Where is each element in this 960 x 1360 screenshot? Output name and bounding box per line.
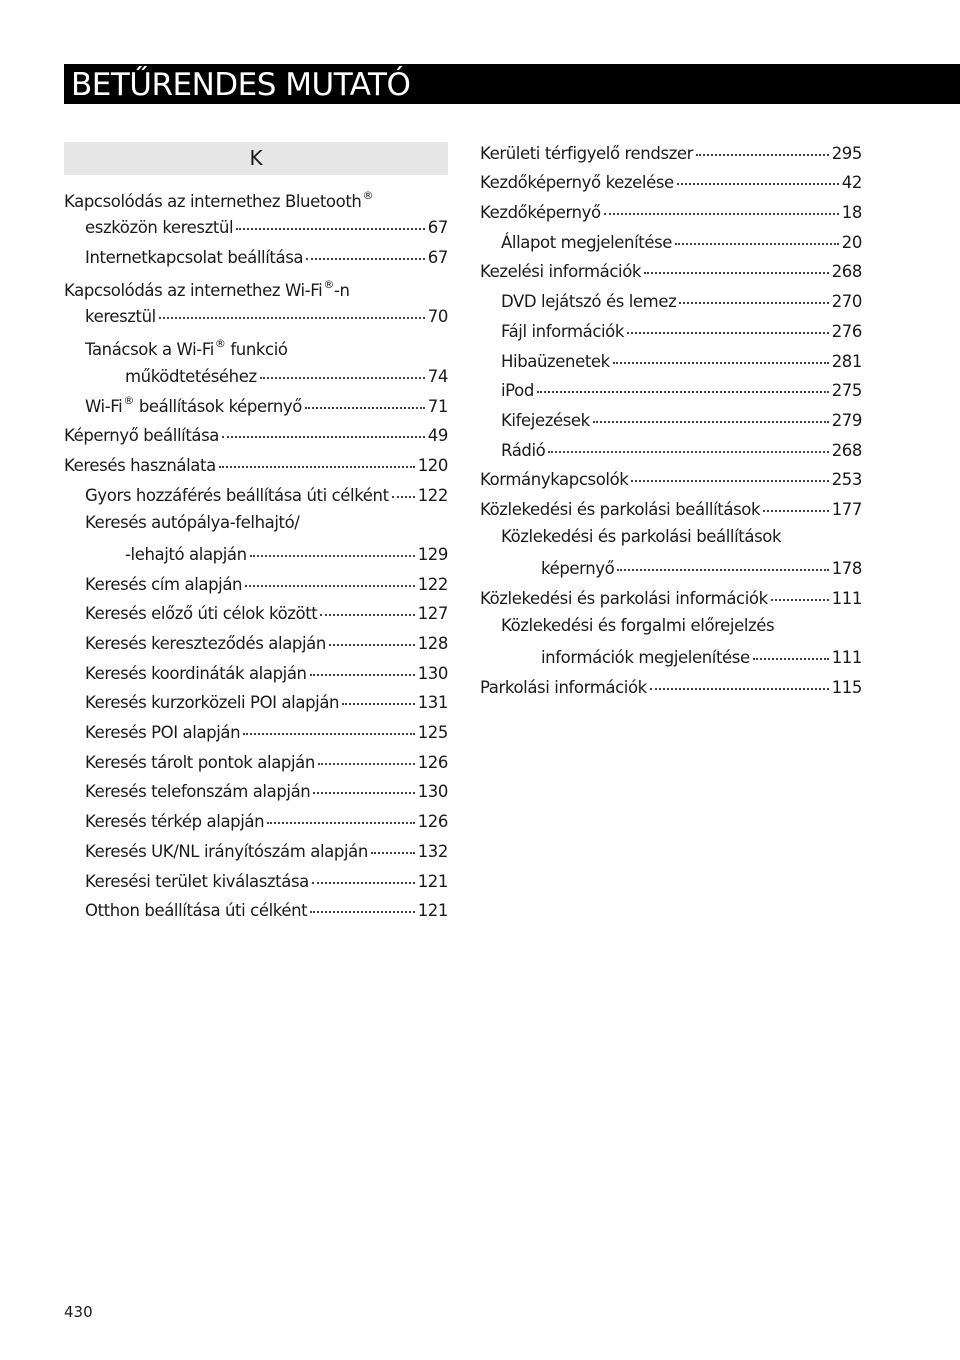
dot-leader — [260, 377, 425, 379]
index-entry-text: Kezelési információk — [480, 262, 642, 282]
index-entry-text: Parkolási információk — [480, 678, 647, 698]
index-entry-page: 115 — [831, 678, 862, 698]
index-entry-page: 295 — [831, 143, 862, 163]
index-entry-text: Keresés cím alapján — [85, 574, 243, 594]
index-entry-text: képernyő — [541, 559, 615, 579]
index-entry-text: Közlekedési és parkolási információk — [480, 589, 768, 608]
index-entry-text: Állapot megjelenítése — [501, 232, 673, 252]
index-entry-page: 177 — [831, 499, 862, 519]
dot-leader — [243, 733, 415, 735]
index-entry — [64, 237, 448, 267]
index-entry-text: működtetéséhez — [125, 366, 257, 386]
index-entry-page: 253 — [831, 470, 862, 490]
index-entry — [64, 653, 448, 683]
index-entry-page: 130 — [417, 663, 448, 683]
index-entry-page: 276 — [831, 321, 862, 341]
index-entry-text: DVD lejátszó és lemez — [501, 292, 677, 312]
index-entry — [64, 801, 448, 831]
index-entry-text: Keresés kereszteződés alapján — [85, 634, 326, 653]
index-entry-text: Keresési terület kiválasztása — [85, 871, 309, 891]
index-entry-text: Közlekedési és forgalmi előrejelzés — [501, 616, 775, 635]
dot-leader — [219, 466, 415, 468]
index-entry-page: 111 — [831, 589, 862, 608]
index-entry-page: 70 — [427, 307, 448, 327]
index-entry — [480, 252, 862, 282]
dot-leader — [313, 792, 414, 794]
index-entry — [64, 742, 448, 772]
index-entry-text: Keresés telefonszám alapján — [85, 782, 311, 802]
index-entry — [64, 445, 448, 475]
index-entry-text: Otthon beállítása úti célként — [85, 901, 308, 921]
index-entry — [64, 891, 448, 921]
index-entry-text: Kormánykapcsolók — [480, 470, 629, 490]
index-entry-text: Kapcsolódás az internethez Bluetooth® — [64, 189, 374, 211]
index-entry — [480, 192, 862, 222]
index-entry-text: Keresés kurzorközeli POI alapján — [85, 693, 340, 713]
index-entry-text: információk megjelenítése — [541, 648, 750, 668]
index-entry-text: Keresés koordináták alapján — [85, 663, 307, 683]
index-entry-text: Kezdőképernyő — [480, 203, 601, 223]
index-entry — [64, 594, 448, 624]
index-entry — [480, 519, 862, 578]
index-entry-page: 121 — [417, 871, 448, 891]
index-entry-page: 20 — [841, 232, 862, 252]
index-entry — [64, 386, 448, 416]
dot-leader — [318, 763, 415, 765]
dot-leader — [267, 822, 415, 824]
dot-leader — [537, 391, 829, 393]
index-entry-page: 129 — [417, 544, 448, 564]
index-entry — [480, 222, 862, 252]
index-entry-text: Képernyő beállítása — [64, 426, 220, 446]
dot-leader — [312, 882, 415, 884]
index-column-right — [480, 133, 862, 697]
index-entry-text: Fájl információk — [501, 321, 625, 341]
index-entry-text: Közlekedési és parkolási beállítások — [480, 499, 761, 519]
index-entry — [64, 564, 448, 594]
index-entry — [64, 683, 448, 713]
index-entry-page: 126 — [417, 752, 448, 772]
index-entry-page: 18 — [841, 203, 862, 223]
index-entry-text: Keresés használata — [64, 455, 216, 475]
index-entry-page: 126 — [417, 812, 448, 832]
letter-heading-label: K — [249, 146, 263, 170]
index-entry-text: Tanácsok a Wi-Fi® funkció — [85, 337, 288, 360]
index-entry-text: Keresés autópálya-felhajtó/ — [85, 512, 300, 532]
dot-leader — [371, 852, 415, 854]
index-entry — [64, 475, 448, 505]
index-entry — [480, 133, 862, 163]
dot-leader — [613, 362, 829, 364]
dot-leader — [329, 644, 415, 646]
index-entry-page: 67 — [427, 218, 448, 238]
dot-leader — [604, 213, 839, 215]
dot-leader — [222, 436, 425, 438]
index-entry — [64, 712, 448, 742]
index-entry-text: Hibaüzenetek — [501, 351, 610, 371]
index-entry-page: 268 — [831, 440, 862, 460]
index-entry-page: 125 — [417, 723, 448, 743]
dot-leader — [696, 154, 829, 156]
index-entry-page: 120 — [417, 455, 448, 475]
index-entry-page: 130 — [417, 782, 448, 802]
index-entry — [480, 163, 862, 193]
index-column-left — [64, 178, 448, 920]
index-entry — [480, 608, 862, 667]
index-entry-page: 281 — [831, 351, 862, 371]
index-entry-text: Rádió — [501, 440, 546, 460]
dot-leader — [320, 614, 414, 616]
index-entry — [480, 667, 862, 697]
dot-leader — [679, 302, 828, 304]
dot-leader — [644, 272, 829, 274]
index-entry-text: Kezdőképernyő kezelése — [480, 173, 674, 193]
index-entry-page: 122 — [417, 574, 448, 594]
index-entry-text: Kerületi térfigyelő rendszer — [480, 143, 694, 163]
index-entry-page: 121 — [417, 901, 448, 921]
index-entry-text: Keresés POI alapján — [85, 723, 241, 743]
index-entry-text: eszközön keresztül — [85, 218, 234, 238]
index-entry-text: iPod — [501, 381, 534, 401]
dot-leader — [631, 480, 828, 482]
index-entry-page: 279 — [831, 410, 862, 430]
dot-leader — [593, 421, 829, 423]
dot-leader — [675, 243, 839, 245]
index-entry — [480, 371, 862, 401]
index-entry — [480, 489, 862, 519]
index-entry-page: 67 — [427, 248, 448, 268]
index-entry — [480, 460, 862, 490]
dot-leader — [159, 317, 425, 319]
index-entry-page: 74 — [427, 366, 448, 386]
dot-leader — [753, 658, 829, 660]
dot-leader — [236, 228, 425, 230]
index-entry — [64, 267, 448, 326]
letter-heading — [64, 142, 448, 175]
index-entry-page: 132 — [417, 841, 448, 861]
index-entry — [64, 505, 448, 564]
index-entry-page: 131 — [417, 693, 448, 713]
index-entry-page: 127 — [417, 604, 448, 624]
dot-leader — [310, 674, 415, 676]
index-entry-page: 49 — [427, 426, 448, 446]
index-entry — [64, 861, 448, 891]
dot-leader — [245, 585, 415, 587]
index-entry-text: -lehajtó alapján — [125, 544, 247, 564]
dot-leader — [627, 332, 829, 334]
index-entry — [64, 416, 448, 446]
dot-leader — [677, 183, 839, 185]
section-title: BETŰRENDES MUTATÓ — [71, 67, 411, 103]
page-number: 430 — [64, 1303, 93, 1321]
index-entry-text: Keresés UK/NL irányítószám alapján — [85, 841, 368, 861]
index-entry-text: Keresés térkép alapján — [85, 812, 265, 832]
index-entry-page: 270 — [831, 292, 862, 312]
index-entry — [64, 326, 448, 385]
dot-leader — [250, 555, 415, 557]
index-entry-page: 111 — [831, 648, 862, 668]
index-entry — [480, 578, 862, 608]
index-entry-text: Internetkapcsolat beállítása — [85, 248, 304, 268]
dot-leader — [617, 569, 828, 571]
index-entry — [64, 831, 448, 861]
dot-leader — [342, 703, 415, 705]
index-entry — [480, 281, 862, 311]
index-entry-page: 178 — [831, 559, 862, 579]
dot-leader — [310, 911, 414, 913]
index-entry-page: 71 — [427, 396, 448, 416]
index-entry-page: 268 — [831, 262, 862, 282]
index-entry-page: 128 — [417, 634, 448, 653]
index-entry — [480, 311, 862, 341]
index-entry-text: Gyors hozzáférés beállítása úti célként — [85, 485, 389, 505]
dot-leader — [392, 496, 415, 498]
dot-leader — [306, 258, 425, 260]
index-entry-text: Közlekedési és parkolási beállítások — [501, 526, 782, 546]
section-header — [64, 64, 960, 104]
index-entry — [64, 772, 448, 802]
dot-leader — [548, 451, 828, 453]
dot-leader — [305, 407, 425, 409]
index-entry — [480, 400, 862, 430]
index-entry-text: Wi-Fi® beállítások képernyő — [85, 393, 302, 416]
index-entry-text: Kifejezések — [501, 410, 590, 430]
index-entry — [480, 430, 862, 460]
dot-leader — [650, 688, 829, 690]
index-entry-page: 42 — [841, 173, 862, 193]
index-entry-page: 275 — [831, 381, 862, 401]
index-entry-text: Kapcsolódás az internethez Wi-Fi®-n — [64, 278, 350, 301]
index-entry — [64, 178, 448, 237]
dot-leader — [763, 510, 829, 512]
index-entry — [64, 623, 448, 653]
index-entry-text: Keresés előző úti célok között — [85, 604, 318, 624]
index-entry-page: 122 — [417, 485, 448, 505]
index-entry-text: Keresés tárolt pontok alapján — [85, 752, 315, 772]
index-entry-text: keresztül — [85, 307, 156, 327]
index-entry — [480, 341, 862, 371]
dot-leader — [771, 599, 829, 601]
